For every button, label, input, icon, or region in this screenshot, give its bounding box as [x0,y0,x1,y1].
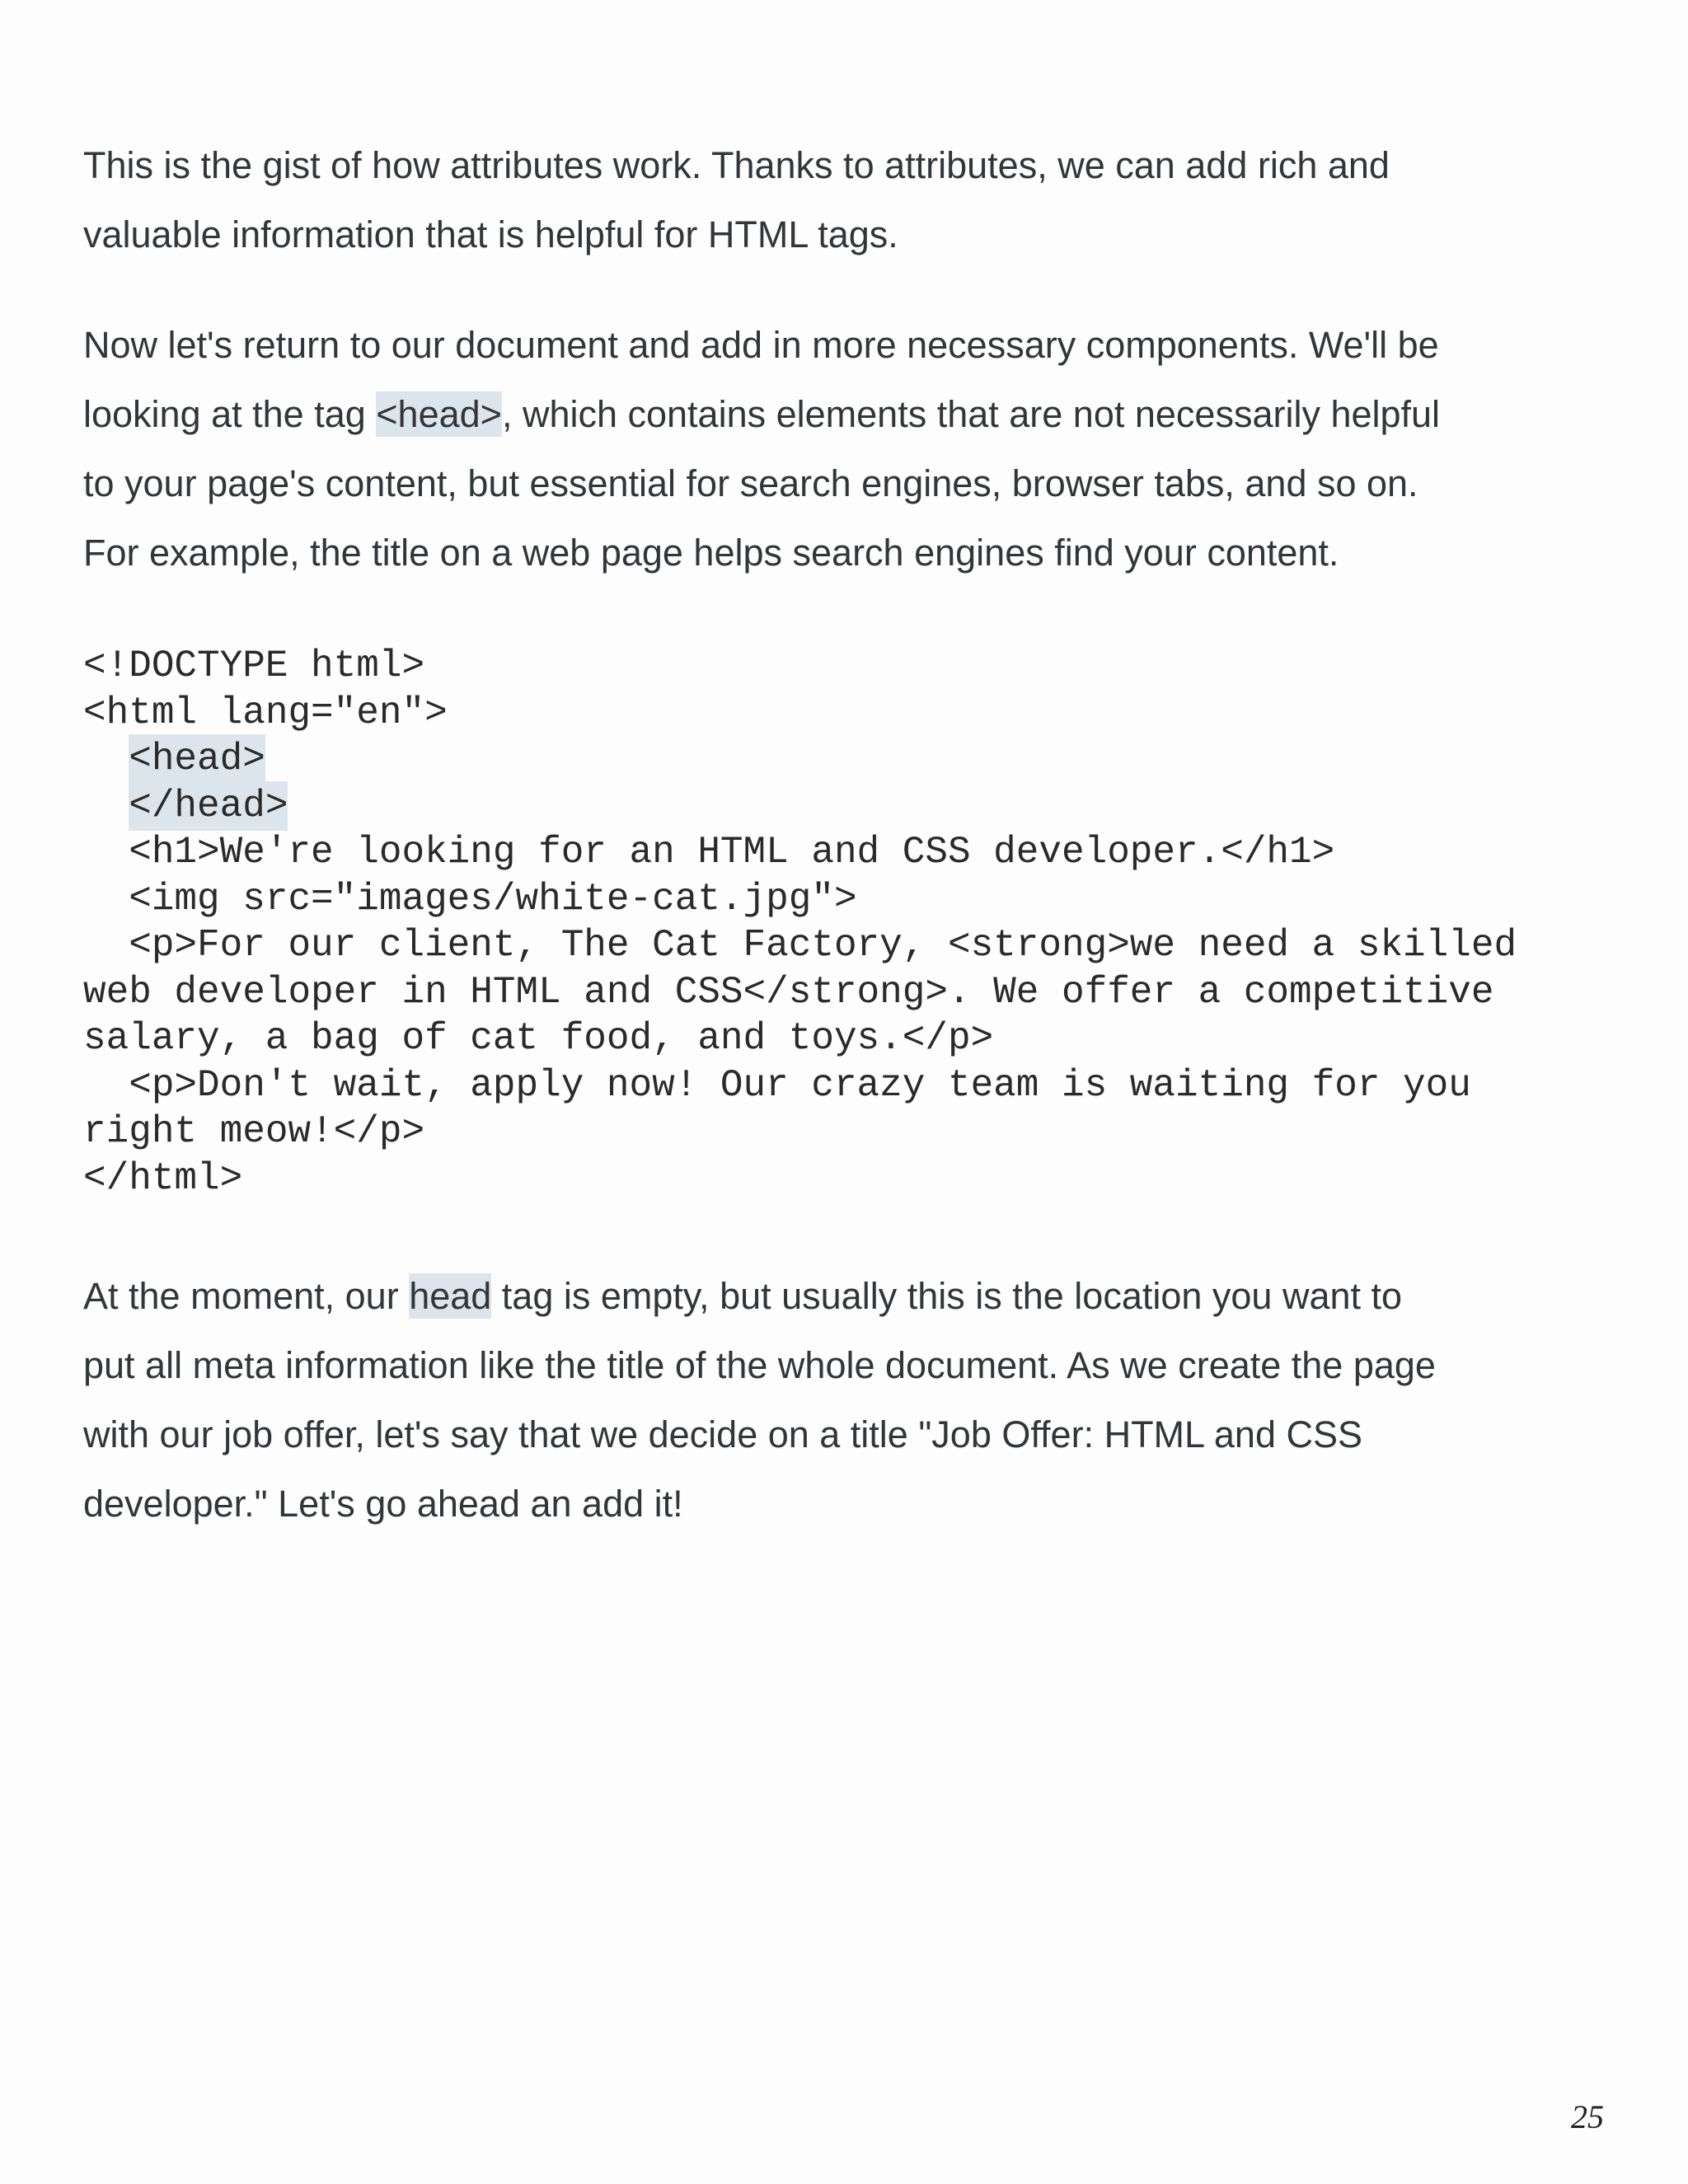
text-line: to your page's content, but essential for search engines, browser tabs, and so on. [83,462,1418,504]
code-line: salary, a bag of cat food, and toys.</p> [83,1017,994,1060]
code-line [83,736,1517,783]
code-line [83,783,1517,830]
code-line: <html lang="en"> [83,691,448,734]
text-line [83,380,1633,449]
text-line: with our job offer, let's say that we decide on a title "Job Offer: HTML and CSS [83,1413,1363,1455]
inline-code-head: <head> [376,393,502,435]
text-segment: At the moment, our [83,1275,410,1317]
text-line: put all meta information like the title of the whole document. As we create the page [83,1344,1436,1386]
text-line: Now let's return to our document and add in more necessary components. We'll be [83,324,1439,366]
code-indent [83,785,129,827]
text-line [83,1262,1633,1331]
text-line: For example, the title on a web page helps search engines find your content. [83,532,1339,574]
code-highlight-head-open: <head> [129,734,265,784]
code-line: </html> [83,1156,243,1200]
code-highlight-head-close: </head> [129,781,288,831]
code-line: <!DOCTYPE html> [83,644,425,687]
code-line: right meow!</p> [83,1110,425,1153]
code-line: <p>Don't wait, apply now! Our crazy team is waiting for you [83,1063,1471,1107]
page-number: 25 [1571,2098,1604,2135]
text-segment: , which contains elements that are not necessarily helpful [501,393,1441,435]
code-indent [83,738,129,780]
code-line: <h1>We're looking for an HTML and CSS developer.</h1> [83,831,1335,874]
text-segment: tag is empty, but usually this is the location you want to [491,1275,1403,1317]
code-block [83,643,1517,1202]
code-line: web developer in HTML and CSS</strong>. We offer a competitive [83,970,1494,1014]
text-line: developer." Let's go ahead an add it! [83,1483,683,1525]
inline-code-head: head [409,1275,492,1317]
paragraph-attributes-summary [83,131,1633,269]
text-line: valuable information that is helpful for HTML tags. [83,213,898,255]
paragraph-head-usage [83,1262,1633,1539]
paragraph-head-intro [83,311,1633,588]
text-line: This is the gist of how attributes work. Thanks to attributes, we can add rich and [83,144,1390,186]
code-line: <img src="images/white-cat.jpg"> [83,877,857,921]
code-line: <p>For our client, The Cat Factory, <strong>we need a skilled [83,924,1517,967]
text-segment: looking at the tag [83,393,377,435]
